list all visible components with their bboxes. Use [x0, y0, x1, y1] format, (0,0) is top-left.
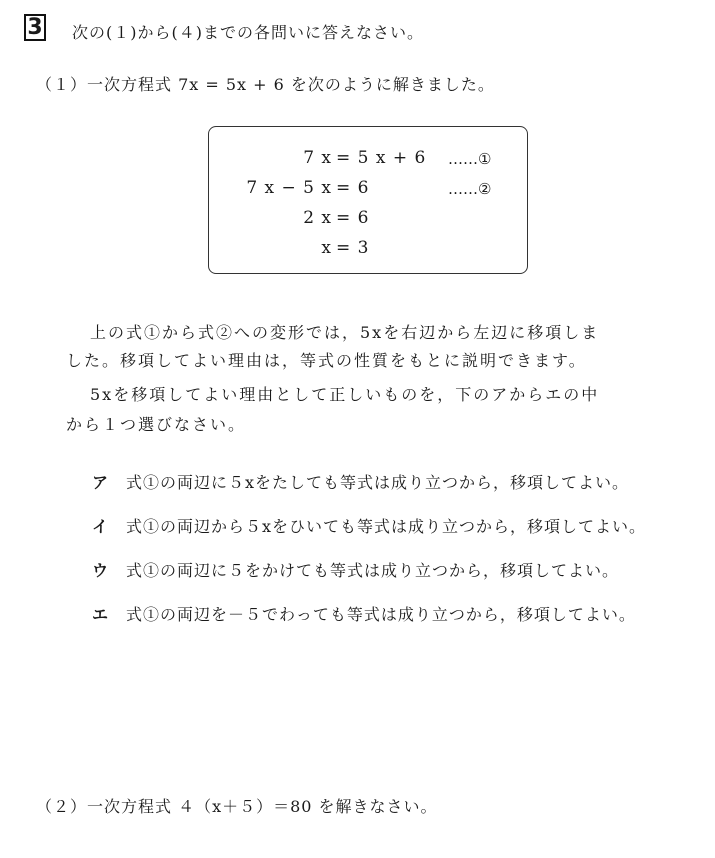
choice-a-text: 式①の両辺に５xをたしても等式は成り立つから，移項してよい。 [126, 473, 630, 492]
solution-line-1-rhs: = 5 x + 6 [336, 148, 427, 168]
part2-heading: （２）一次方程式 ４（x＋５）＝80 を解きなさい。 [36, 797, 438, 816]
solution-line-4-lhs: x [321, 238, 332, 258]
explanation-line-2: した。移項してよい理由は，等式の性質をもとに説明できます。 [66, 351, 587, 370]
choice-u-label: ウ [92, 561, 109, 580]
explanation-line-3: 5xを移項してよい理由として正しいものを，下のアからエの中 [90, 385, 600, 404]
question-number-box: 3 [24, 14, 46, 41]
question-intro: 次の(１)から(４)までの各問いに答えなさい。 [72, 23, 424, 42]
explanation-line-4: から１つ選びなさい。 [66, 415, 247, 434]
solution-line-2-lhs: 7 x − 5 x [246, 178, 332, 198]
solution-line-4-rhs: = 3 [336, 238, 370, 258]
choice-e-label: エ [92, 605, 109, 624]
solution-line-3-lhs: 2 x [303, 208, 332, 228]
solution-line-2-mark: ……② [448, 180, 492, 198]
part1-heading: （１）一次方程式 7x = 5x + 6 を次のように解きました。 [36, 75, 495, 94]
choice-i-text: 式①の両辺から５xをひいても等式は成り立つから，移項してよい。 [126, 517, 647, 536]
solution-line-3-rhs: = 6 [336, 208, 370, 228]
solution-line-2-rhs: = 6 [336, 178, 370, 198]
solution-line-1-mark: ……① [448, 150, 492, 168]
choice-u-text: 式①の両辺に５をかけても等式は成り立つから，移項してよい。 [126, 561, 620, 580]
choice-e-text: 式①の両辺を－５でわっても等式は成り立つから，移項してよい。 [126, 605, 636, 624]
solution-line-1-lhs: 7 x [303, 148, 332, 168]
choice-i-label: イ [92, 517, 109, 536]
explanation-line-1: 上の式①から式②への変形では，5xを右辺から左辺に移項しま [90, 323, 600, 342]
choice-a-label: ア [92, 473, 109, 492]
